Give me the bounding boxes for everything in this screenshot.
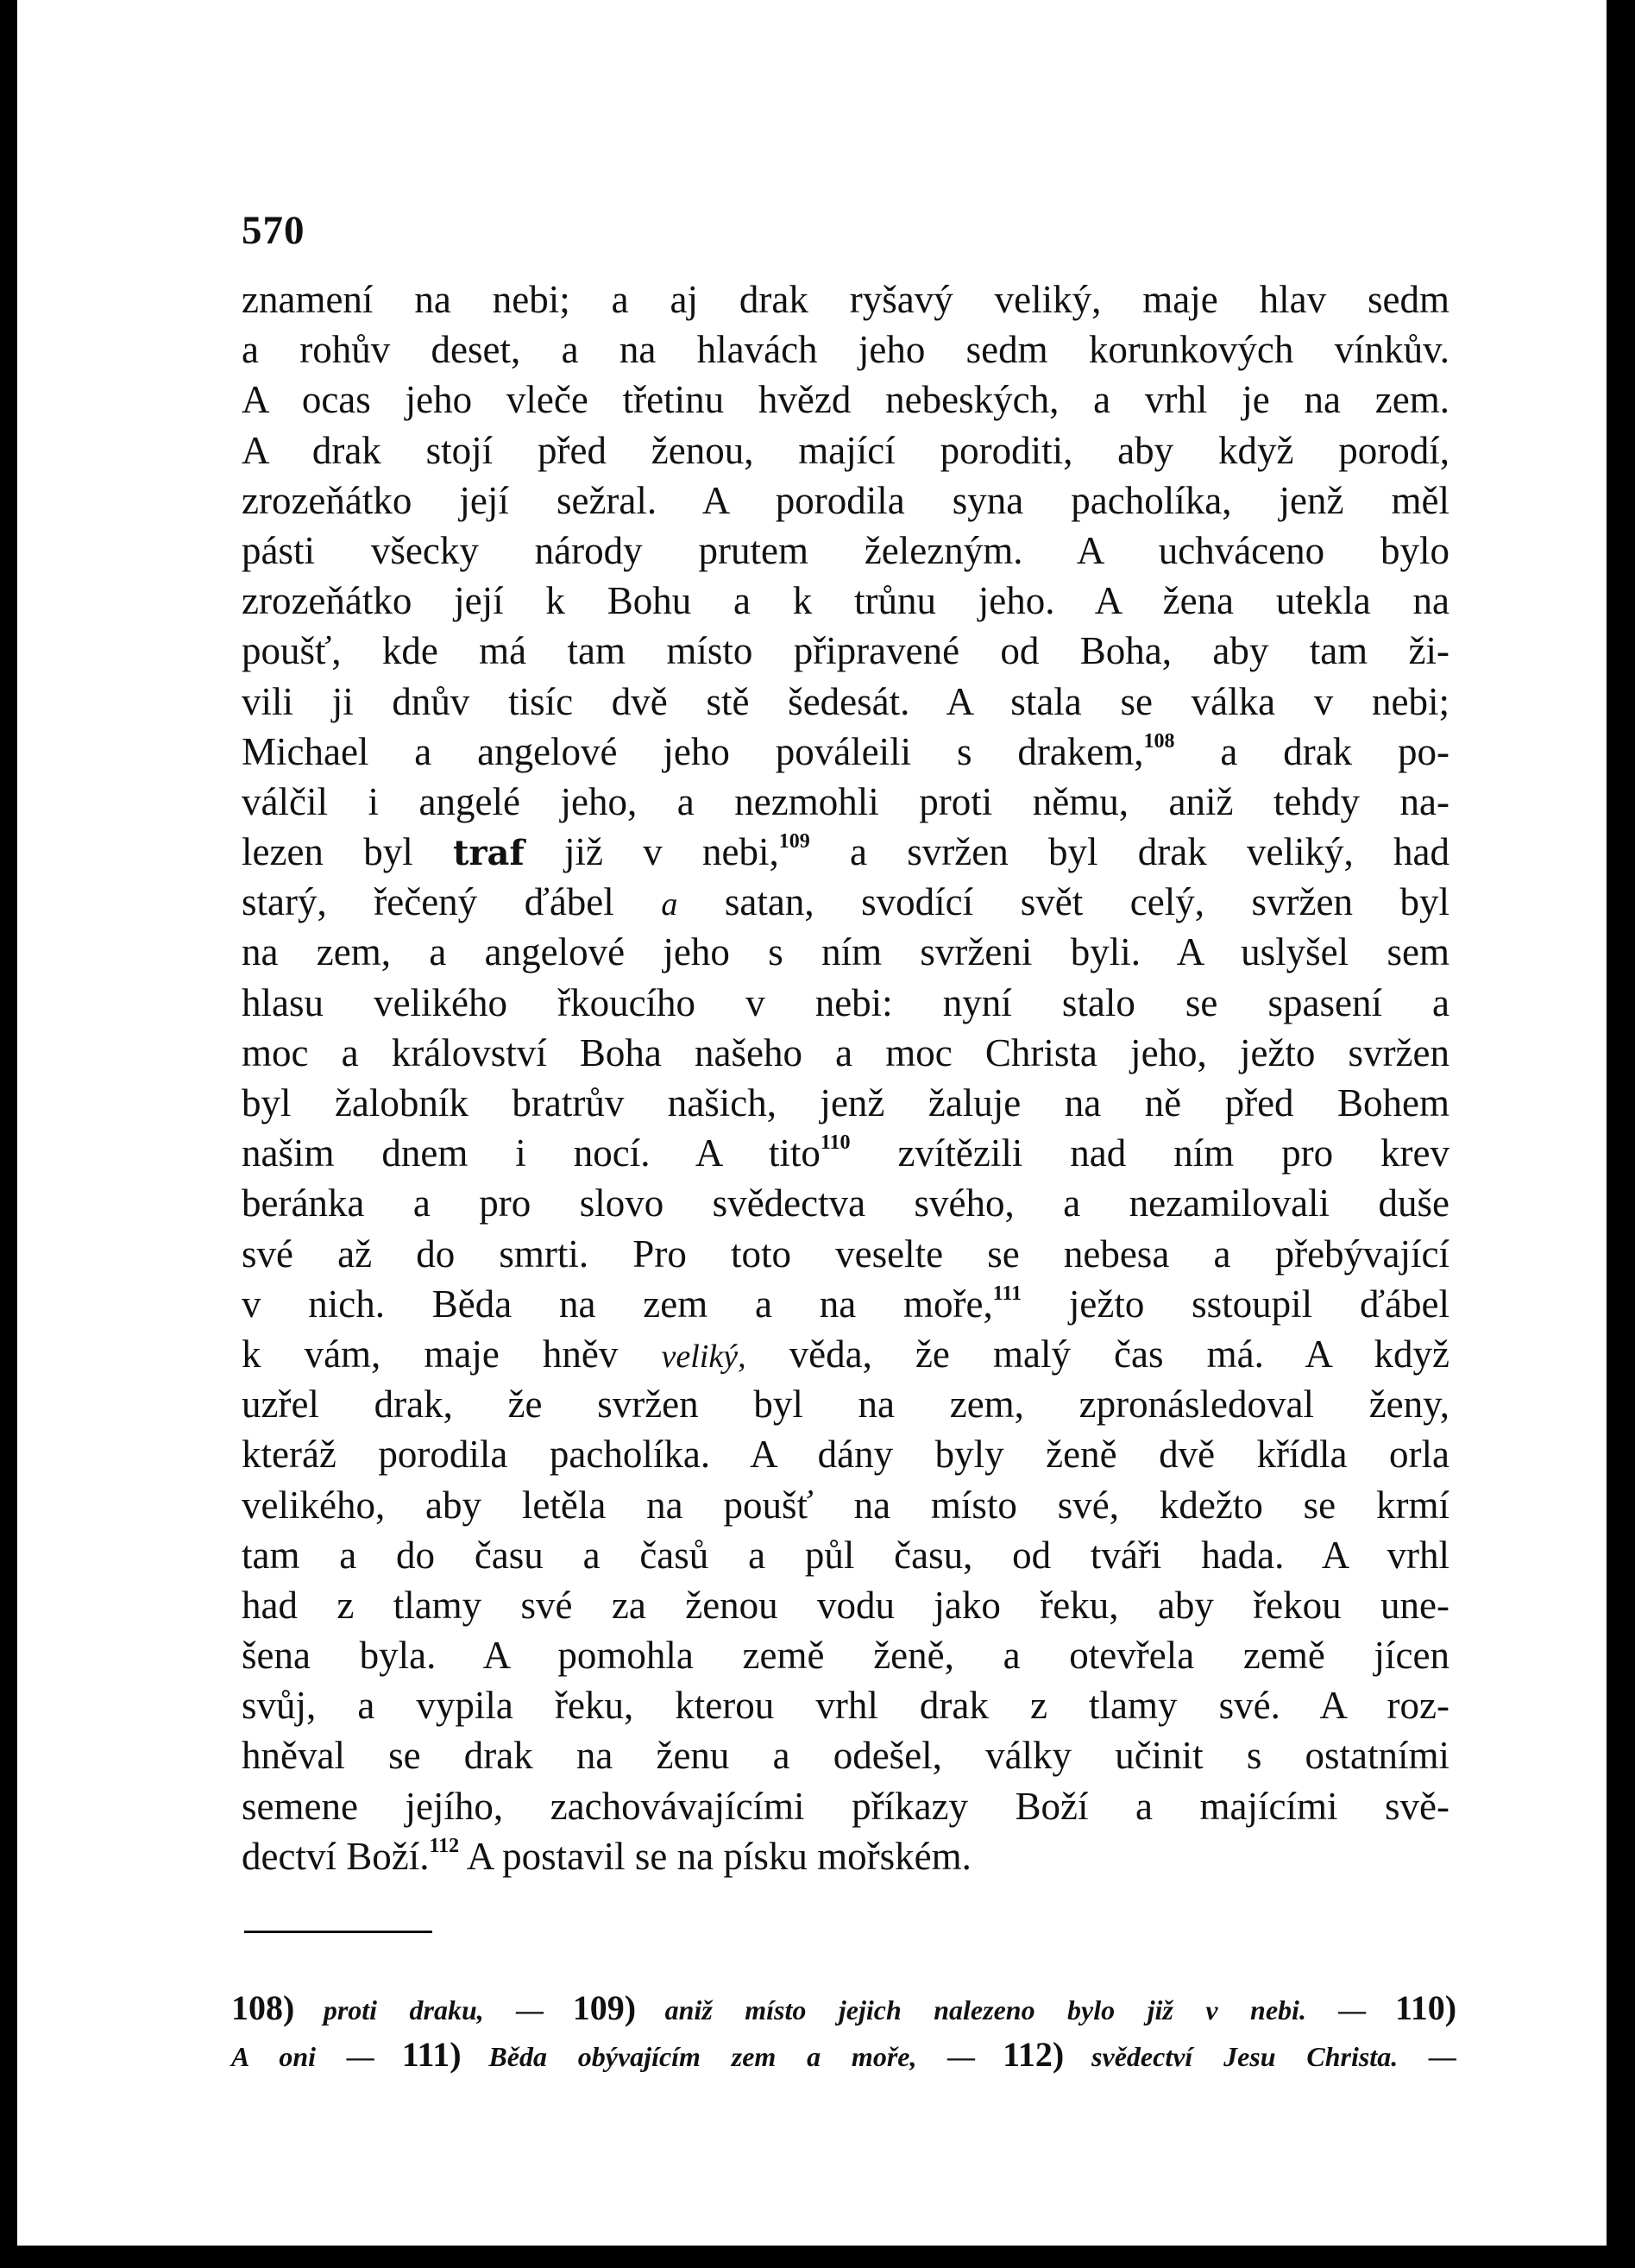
text-line: A drak stojí před ženou, mající poroditi, aby když porodí, <box>242 428 1449 472</box>
footnote-ref-109: 109 <box>778 830 810 854</box>
text-line: zrozeňátko její sežral. A porodila syna pacholíka, jenž měl <box>242 478 1449 522</box>
text-line: velikého, aby letěla na poušť na místo své, kdežto se krmí <box>242 1483 1449 1527</box>
footnote-number: 110) <box>1394 1988 1457 2027</box>
text-line: vili ji dnův tisíc dvě stě šedesát. A stala se válka v nebi; <box>242 679 1449 723</box>
text-line <box>242 1279 1449 1329</box>
text-segment: a svržen byl drak veliký, had <box>809 830 1449 874</box>
footnotes <box>231 1985 1456 2078</box>
text-segment: věda, že malý čas má. A když <box>745 1332 1449 1376</box>
fraktur-word: traf <box>452 833 525 874</box>
text-line <box>242 1128 1449 1178</box>
text-line: tam a do času a časů a půl času, od tváři hada. A vrhl <box>242 1533 1449 1577</box>
footnote-text: svědectví Jesu Christa. — <box>1091 2041 1457 2072</box>
footnote-number: 108) <box>231 1988 295 2027</box>
text-segment: ježto sstoupil ďábel <box>1022 1282 1450 1326</box>
text-line: a rohův deset, a na hlavách jeho sedm korunkových vínkův. <box>242 328 1449 372</box>
text-line: poušť, kde má tam místo připravené od Boha, aby tam ži- <box>242 629 1449 673</box>
text-line: A ocas jeho vleče třetinu hvězd nebeských, a vrhl je na zem. <box>242 378 1449 422</box>
footnote-text: Běda obývajícím zem a moře, — <box>488 2041 976 2072</box>
text-line: pásti všecky národy prutem železným. A uchváceno bylo <box>242 528 1449 572</box>
text-line <box>242 877 1449 927</box>
text-segment: dectví Boží. <box>242 1834 430 1878</box>
text-line: uzřel drak, že svržen byl na zem, zpronásledoval ženy, <box>242 1383 1449 1427</box>
text-line: válčil i angelé jeho, a nezmohli proti němu, aniž tehdy na- <box>242 779 1449 823</box>
main-text <box>242 274 1449 1881</box>
footnote-line <box>231 1985 1456 2032</box>
text-segment: starý, řečený ďábel <box>242 880 662 924</box>
text-line <box>242 1831 1449 1881</box>
text-line: znamení na nebi; a aj drak ryšavý veliký, maje hlav sedm <box>242 278 1449 321</box>
text-line: kteráž porodila pacholíka. A dány byly ženě dvě křídla orla <box>242 1433 1449 1477</box>
text-line: na zem, a angelové jeho s ním svrženi byli. A uslyšel sem <box>242 930 1449 974</box>
text-line: šena byla. A pomohla země ženě, a otevřela země jícen <box>242 1634 1449 1678</box>
text-segment: lezen byl <box>242 830 453 874</box>
footnote-divider <box>244 1931 432 1933</box>
text-line: byl žalobník bratrův našich, jenž žaluje na ně před Bohem <box>242 1081 1449 1125</box>
text-segment: k vám, maje hněv <box>242 1332 662 1376</box>
footnote-ref-108: 108 <box>1143 729 1175 753</box>
text-line: moc a království Boha našeho a moc Christa jeho, ježto svržen <box>242 1030 1449 1074</box>
text-segment: v nich. Běda na zem a na moře, <box>242 1282 993 1326</box>
footnote-number: 111) <box>401 2035 462 2074</box>
text-line: hněval se drak na ženu a odešel, války učinit s ostatními <box>242 1734 1449 1778</box>
italic-word: a <box>661 886 678 923</box>
footnote-ref-111: 111 <box>992 1282 1022 1305</box>
text-line: had z tlamy své za ženou vodu jako řeku, aby řekou une- <box>242 1583 1449 1627</box>
text-line <box>242 1329 1449 1379</box>
book-page <box>17 0 1613 2246</box>
page-number: 570 <box>242 208 305 253</box>
footnote-text: aniž místo jejich nalezeno bylo již v nebi. — <box>664 1994 1367 2025</box>
footnote-ref-112: 112 <box>429 1834 460 1857</box>
text-segment: satan, svodící svět celý, svržen byl <box>677 880 1450 924</box>
text-segment: zvítězili nad ním pro krev <box>850 1131 1449 1175</box>
text-line: beránka a pro slovo svědectva svého, a nezamilovali duše <box>242 1181 1449 1225</box>
footnote-number: 109) <box>572 1988 637 2027</box>
text-line <box>242 727 1449 777</box>
text-line: zrozeňátko její k Bohu a k trůnu jeho. A žena utekla na <box>242 579 1449 623</box>
text-line: svůj, a vypila řeku, kterou vrhl drak z tlamy své. A roz- <box>242 1684 1449 1728</box>
text-segment: Michael a angelové jeho pováleili s drakem, <box>242 729 1144 773</box>
footnote-number: 112) <box>1003 2035 1065 2074</box>
text-line: semene jejího, zachovávajícími příkazy Boží a majícími svě- <box>242 1784 1449 1828</box>
footnote-text: A oni — <box>231 2041 374 2072</box>
footnote-text: proti draku, — <box>323 1994 544 2025</box>
footnote-line <box>231 2032 1456 2078</box>
text-segment: našim dnem i nocí. A tito <box>242 1131 821 1175</box>
text-line: hlasu velikého řkoucího v nebi: nyní stalo se spasení a <box>242 980 1449 1024</box>
italic-word: veliký, <box>661 1338 746 1375</box>
text-segment: A postavil se na písku mořském. <box>459 1834 972 1878</box>
text-line <box>242 827 1449 877</box>
text-segment: již v nebi, <box>524 830 779 874</box>
footnote-ref-110: 110 <box>820 1131 851 1155</box>
scan-edge <box>1616 0 1635 26</box>
text-line: své až do smrti. Pro toto veselte se nebesa a přebývající <box>242 1232 1449 1276</box>
text-segment: a drak po- <box>1174 729 1450 773</box>
